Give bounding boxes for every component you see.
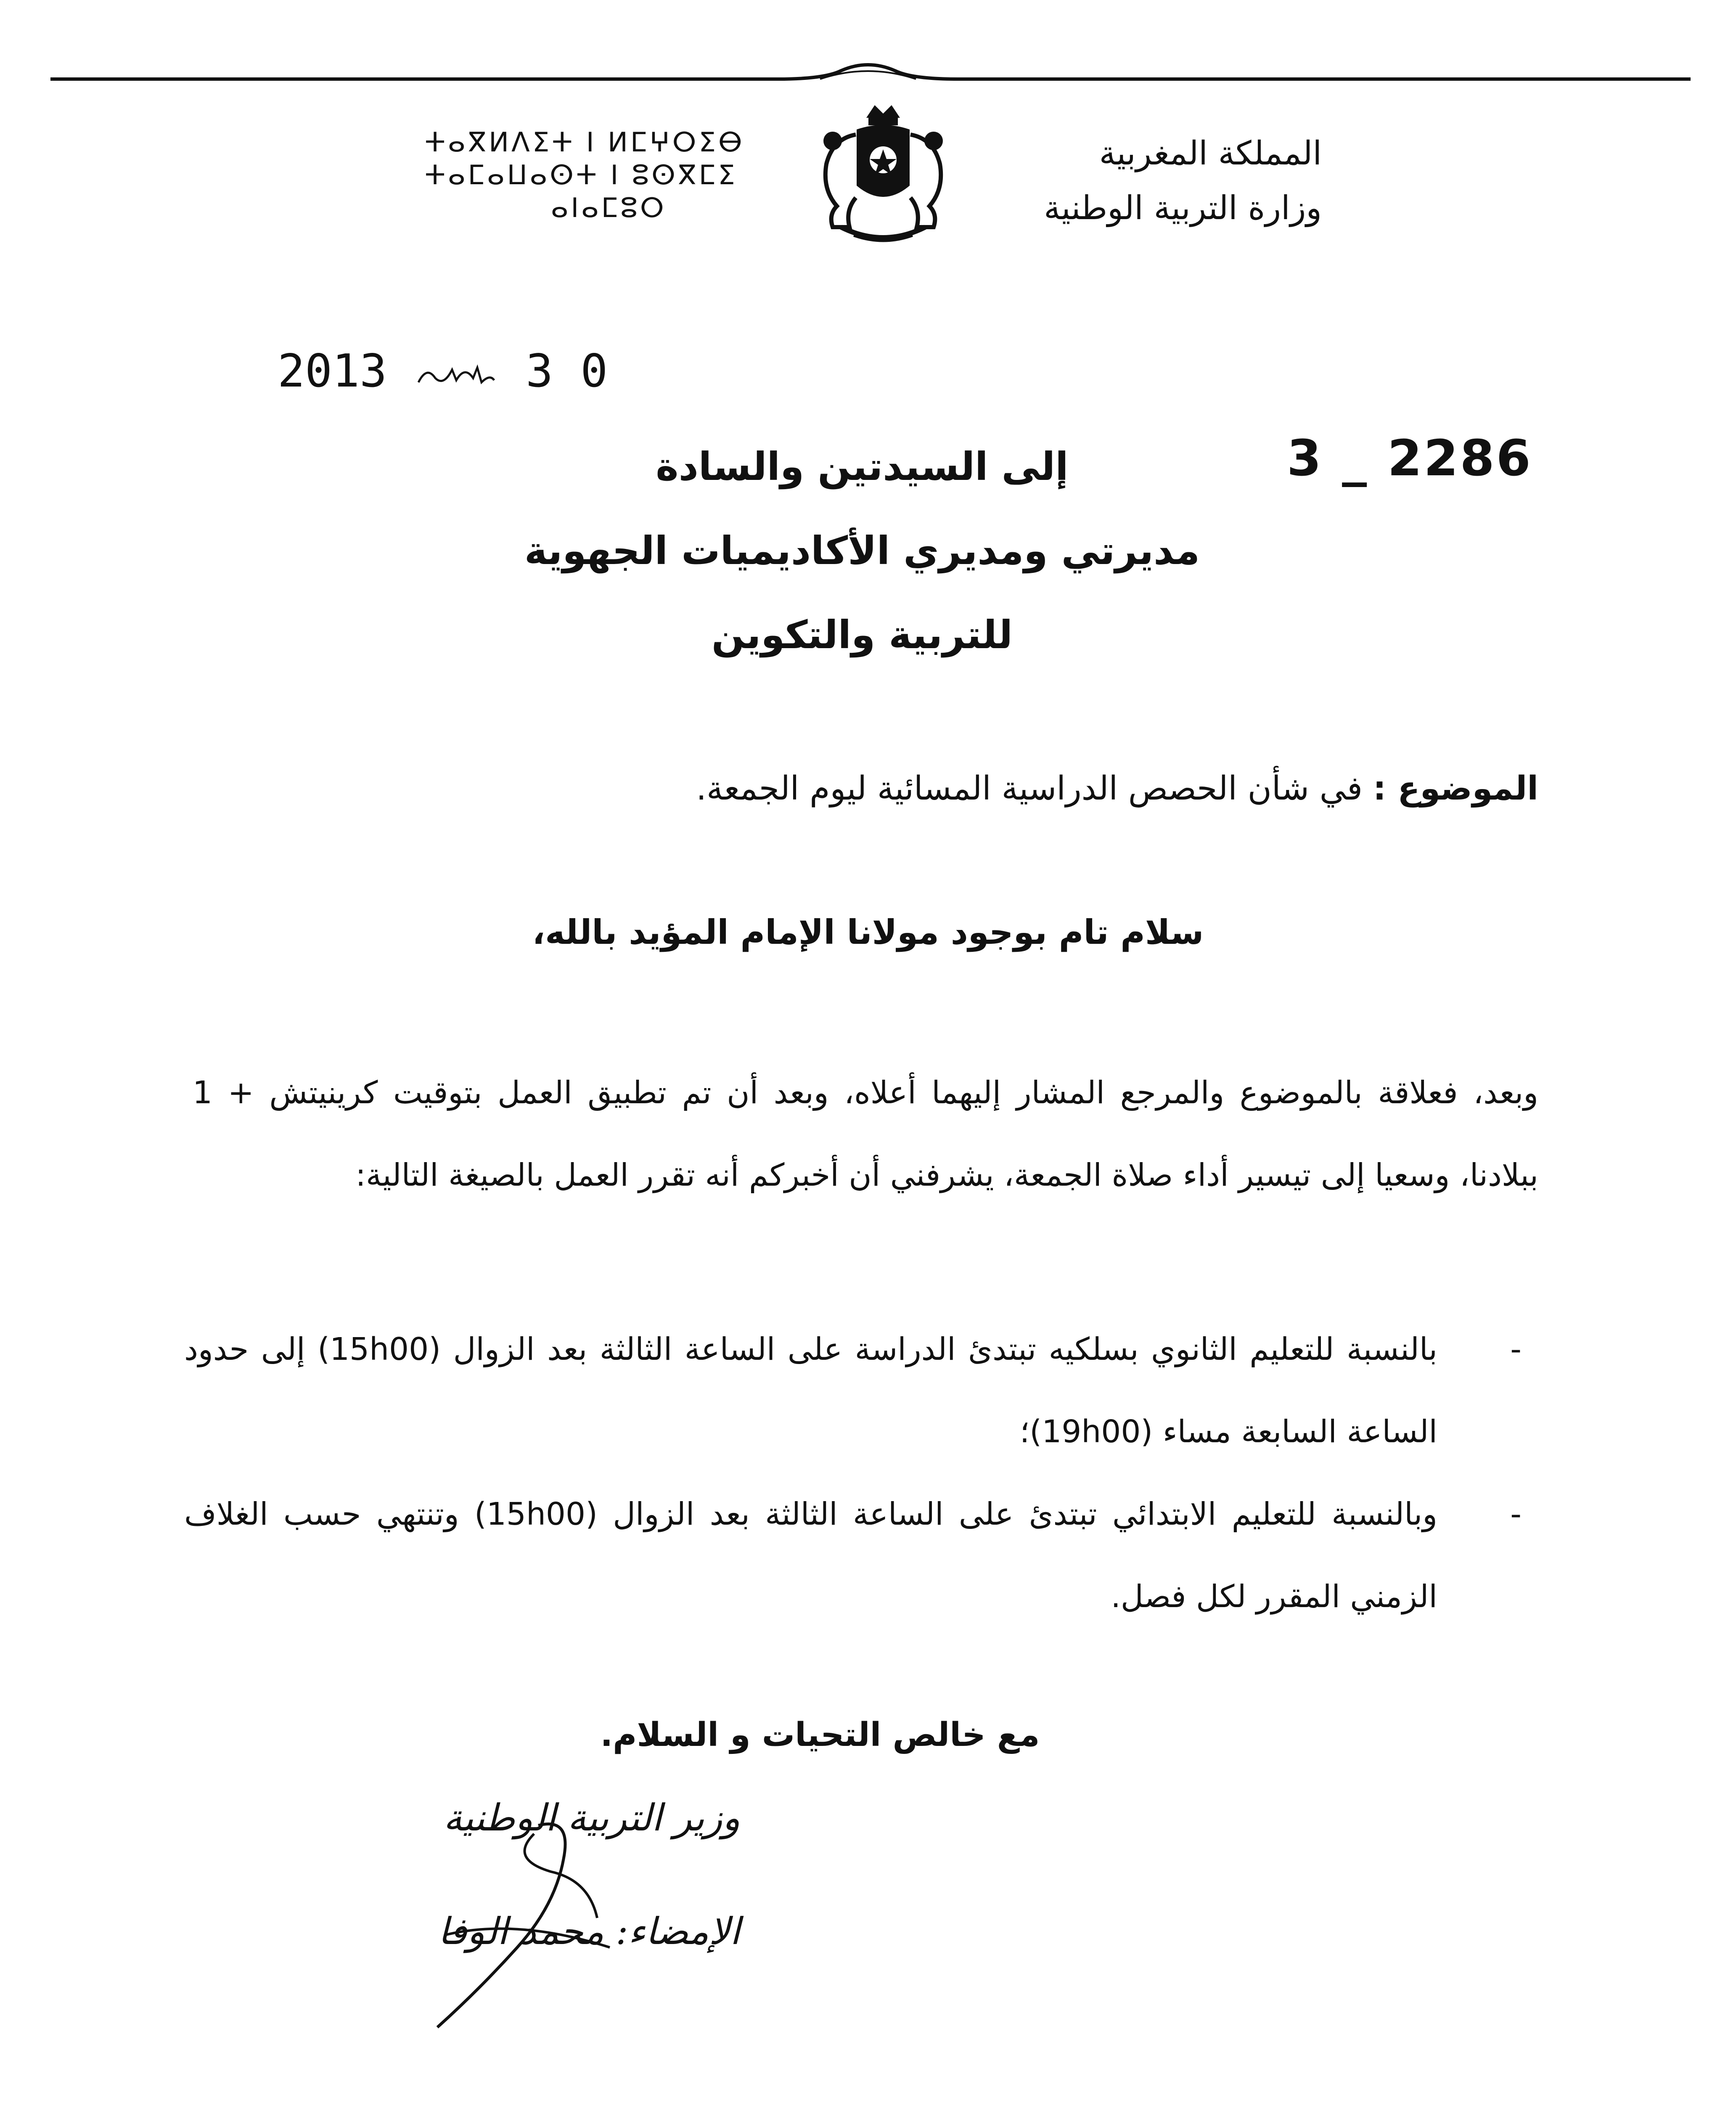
tifinagh-line-3: ⴰⵏⴰⵎⵓⵔ [551, 193, 667, 224]
addressee-line-3: للتربية والتكوين [711, 612, 1013, 657]
list-item [184, 1308, 1538, 1473]
signature-label: الإمضاء: [616, 1910, 740, 1953]
ministry-name-tifinagh [425, 126, 786, 225]
list-marker: - [1510, 1331, 1522, 1367]
date-day: 3 0 [526, 345, 608, 397]
closing-salutation: مع خالص التحيات و السلام. [600, 1716, 1040, 1754]
subject-line [193, 770, 1538, 808]
date-stamp [278, 345, 608, 397]
subject-label: الموضوع : [1373, 770, 1538, 808]
addressee-block [505, 425, 1220, 677]
coat-of-arms-emblem [803, 101, 963, 252]
signatory-name: محمد الوفا [438, 1910, 604, 1953]
handwritten-signature [412, 1809, 622, 2036]
reference-number: 3 _ 2286 [1287, 429, 1532, 487]
date-year: 2013 [278, 345, 387, 397]
intro-paragraph: وبعد، فعلاقة بالموضوع والمرجع المشار إليهما أعلاه، وبعد أن تم تطبيق العمل بتوقيت كرينيتش + 1 ببلادنا، وسعيا إلى تيسير أداء صلاة الجمعة، يشرفني أن أخبركم أنه تقرر العمل بالصيغة التالية: [193, 1075, 1538, 1193]
kingdom-name: المملكة المغربية [1099, 135, 1322, 172]
ministry-name-arabic [1002, 126, 1322, 236]
ministry-name: وزارة التربية الوطنية [1044, 189, 1322, 227]
subject-text: في شأن الحصص الدراسية المسائية ليوم الجمعة. [696, 770, 1363, 808]
header-decorative-rule [0, 0, 1736, 101]
list-marker: - [1510, 1496, 1522, 1532]
greeting: سلام تام بوجود مولانا الإمام المؤيد بالله، [532, 913, 1204, 952]
tifinagh-line-2: ⵜⴰⵎⴰⵡⴰⵙⵜ ⵏ ⵓⵙⴳⵎⵉ [425, 160, 738, 191]
tifinagh-line-1: ⵜⴰⴳⵍⴷⵉⵜ ⵏ ⵍⵎⵖⵔⵉⴱ [425, 127, 745, 158]
date-month-handwriting [414, 357, 498, 391]
addressee-line-1: إلى السيدتين والسادة [656, 444, 1069, 489]
addressee-line-2: مديرتي ومديري الأكاديميات الجهوية [524, 528, 1200, 573]
schedule-list [184, 1308, 1538, 1638]
list-item [184, 1473, 1538, 1638]
list-item-text: بالنسبة للتعليم الثانوي بسلكيه تبتدئ الدراسة على الساعة الثالثة بعد الزوال (15h00) إلى حدود الساعة السابعة مساء (19h00)؛ [184, 1331, 1437, 1450]
list-item-text: وبالنسبة للتعليم الابتدائي تبتدئ على الساعة الثالثة بعد الزوال (15h00) وتنتهي حسب الغلاف الزمني المقرر لكل فصل. [184, 1496, 1437, 1615]
signatory-title: وزير التربية الوطنية [443, 1796, 740, 1839]
